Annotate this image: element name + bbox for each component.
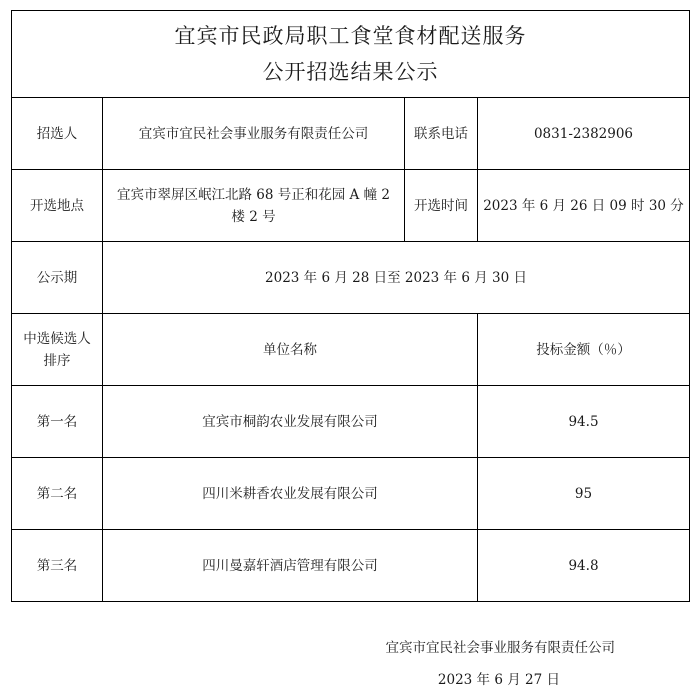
selector-row [12,98,690,170]
time-label: 开选时间 [405,170,478,242]
bid-header: 投标金额（％） [478,314,690,386]
bid-cell: 95 [478,458,690,530]
footer-organization: 宜宾市宜民社会事业服务有限责任公司 [385,640,615,656]
table-row [12,458,690,530]
footer-date: 2023 年 6 月 27 日 [437,672,560,688]
period-row [12,242,690,314]
period-label: 公示期 [12,242,103,314]
phone-label: 联系电话 [405,98,478,170]
rank-header-line2: 排序 [43,352,71,369]
bid-cell: 94.8 [478,530,690,602]
unit-cell: 宜宾市桐韵农业发展有限公司 [103,386,478,458]
unit-cell: 四川曼嘉轩酒店管理有限公司 [103,530,478,602]
location-value: 宜宾市翠屏区岷江北路 68 号正和花园 A 幢 2 楼 2 号 [103,170,405,242]
table-row [12,530,690,602]
phone-value: 0831-2382906 [478,98,690,170]
rank-header [12,314,103,386]
table-row [12,386,690,458]
rank-header-line1: 中选候选人 [23,330,91,347]
rank-cell: 第一名 [12,386,103,458]
location-label: 开选地点 [12,170,103,242]
title-cell [12,11,690,98]
time-value: 2023 年 6 月 26 日 09 时 30 分 [478,170,690,242]
rank-cell: 第三名 [12,530,103,602]
unit-cell: 四川米耕香农业发展有限公司 [103,458,478,530]
selector-value: 宜宾市宜民社会事业服务有限责任公司 [103,98,405,170]
bid-cell: 94.5 [478,386,690,458]
document-subtitle: 公开招选结果公示 [262,60,439,84]
document-title: 宜宾市民政局职工食堂食材配送服务 [174,24,527,48]
selector-label: 招选人 [12,98,103,170]
rank-cell: 第二名 [12,458,103,530]
location-row [12,170,690,242]
unit-header: 单位名称 [103,314,478,386]
results-header-row [12,314,690,386]
announcement-table [11,10,690,602]
period-value: 2023 年 6 月 28 日至 2023 年 6 月 30 日 [103,242,690,314]
